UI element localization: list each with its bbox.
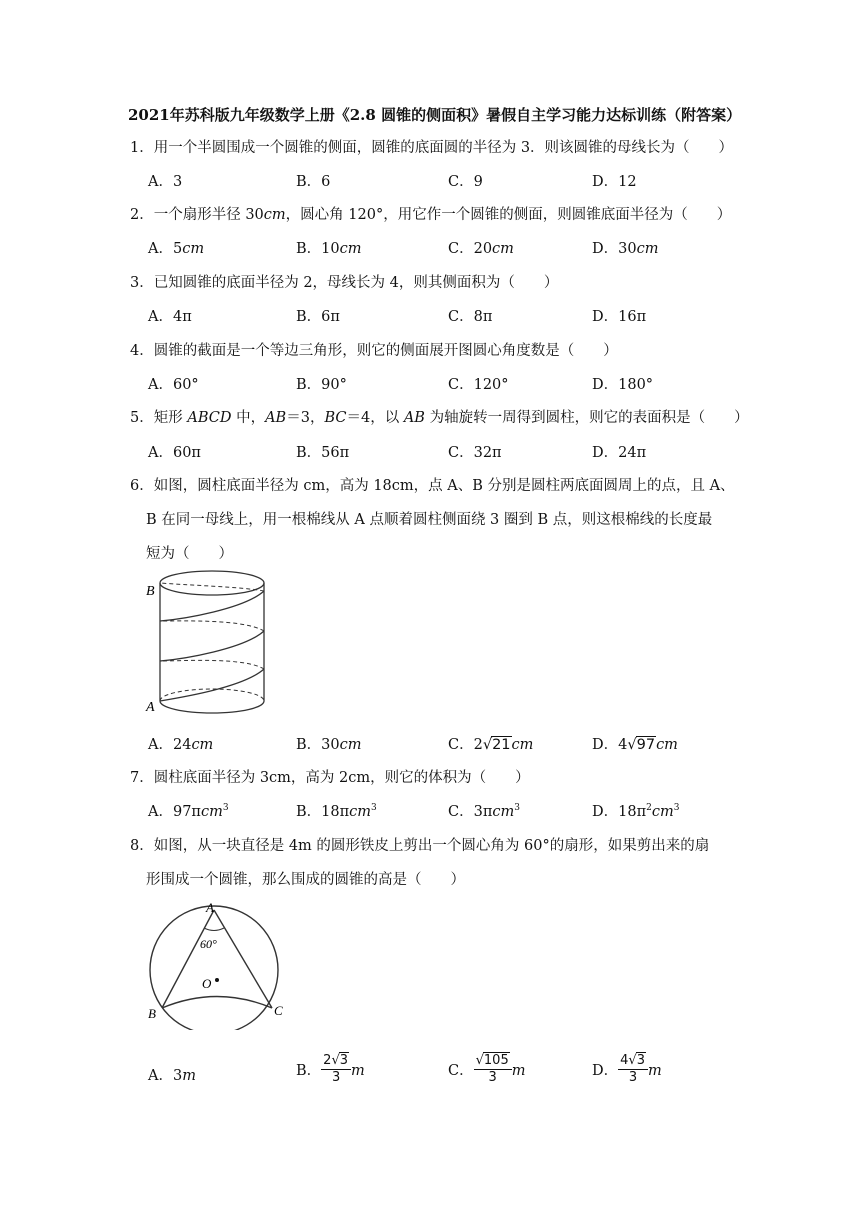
q8-option-a: A．3m: [148, 1068, 196, 1084]
q1-option-c: C．9: [448, 174, 483, 190]
q2-stem-end: ，圆心角 120°，用它作一个圆锥的侧面，则圆锥底面半径为（ ）: [285, 207, 732, 223]
unit-cm: cm: [263, 207, 286, 223]
q3-option-a: A．4π: [148, 309, 192, 325]
question-7-stem: 7．圆柱底面半径为 3cm，高为 2cm，则它的体积为（ ）: [130, 770, 530, 786]
cylinder-figure: [144, 565, 274, 720]
q6-option-d: D．4√97cm: [592, 737, 678, 753]
angle-label: 60°: [200, 937, 217, 951]
q6-option-b: B．30cm: [296, 737, 362, 753]
q5-option-d: D．24π: [592, 445, 647, 461]
q1-option-b: B．6: [296, 174, 331, 190]
question-8-line-2: 形围成一个圆锥，那么围成的圆锥的高是（ ）: [146, 872, 465, 888]
question-3-stem: 3．已知圆锥的底面半径为 2，母线长为 4，则其侧面积为（ ）: [130, 275, 559, 291]
question-5-stem: 5．矩形 ABCD 中，AB＝3，BC＝4，以 AB 为轴旋转一周得到圆柱，则它的表面积是（ ）: [130, 410, 749, 426]
circle-label-c: C: [274, 1003, 283, 1018]
q2-option-d: D．30cm: [592, 241, 659, 257]
q2-stem-start: 2．一个扇形半径 30: [130, 207, 264, 223]
q8-option-b: B． $\frac{2√3}{3}$ m: [296, 1053, 365, 1085]
q3-option-b: B．6π: [296, 309, 340, 325]
question-6-line-1: 6．如图，圆柱底面半径为 cm，高为 18cm，点 A、B 分别是圆柱两底面圆周上的点，且 A、: [130, 478, 735, 494]
question-6-line-3: 短为（ ）: [146, 546, 233, 562]
question-4-stem: 4．圆锥的截面是一个等边三角形，则它的侧面展开图圆心角度数是（ ）: [130, 343, 618, 359]
q4-option-a: A．60°: [148, 377, 199, 393]
q2-option-a: A．5cm: [148, 241, 205, 257]
q6-option-a: A．24cm: [148, 737, 214, 753]
q1-option-a: A．3: [148, 174, 183, 190]
cylinder-label-a: A: [146, 700, 155, 715]
q8-option-d: D． $\frac{4√3}{3}$ m: [592, 1053, 662, 1085]
q8-option-c: C． $\frac{√105}{3}$ m: [448, 1053, 526, 1085]
q7-option-d: D．$18\pi^2cm^3$: [592, 803, 680, 820]
q2-option-c: C．20cm: [448, 241, 514, 257]
q7-option-a: A．97πcm$^3$: [148, 803, 229, 820]
q4-option-d: D．180°: [592, 377, 654, 393]
question-1-stem: 1．用一个半圆围成一个圆锥的侧面，圆锥的底面圆的半径为 3．则该圆锥的母线长为（ ）: [130, 140, 734, 156]
q4-option-b: B．90°: [296, 377, 347, 393]
circle-sector-figure: [144, 900, 294, 1030]
q5-option-a: A．60π: [148, 445, 201, 461]
circle-label-b: B: [148, 1006, 156, 1021]
cylinder-label-b: B: [146, 584, 155, 599]
q3-option-d: D．16π: [592, 309, 647, 325]
q3-option-c: C．8π: [448, 309, 493, 325]
q7-option-b: B．18πcm$^3$: [296, 803, 377, 820]
question-2-stem: [130, 203, 731, 224]
circle-label-a: A: [206, 900, 214, 915]
page-title: 2021年苏科版九年级数学上册《2.8 圆锥的侧面积》暑假自主学习能力达标训练（附答案）: [128, 106, 742, 124]
q5-option-b: B．56π: [296, 445, 350, 461]
q7-option-c: C．3πcm$^3$: [448, 803, 520, 820]
question-6-line-2: B 在同一母线上，用一根棉线从 A 点顺着圆柱侧面绕 3 圈到 B 点，则这根棉线的长度最: [146, 512, 713, 528]
question-8-line-1: 8．如图，从一块直径是 4m 的圆形铁皮上剪出一个圆心角为 60°的扇形，如果剪出来的扇: [130, 838, 710, 854]
q5-option-c: C．32π: [448, 445, 502, 461]
q1-option-d: D．12: [592, 174, 637, 190]
q2-option-b: B．10cm: [296, 241, 362, 257]
q4-option-c: C．120°: [448, 377, 509, 393]
q6-option-c: C．2√21cm: [448, 737, 534, 753]
circle-label-o: O: [202, 976, 212, 991]
